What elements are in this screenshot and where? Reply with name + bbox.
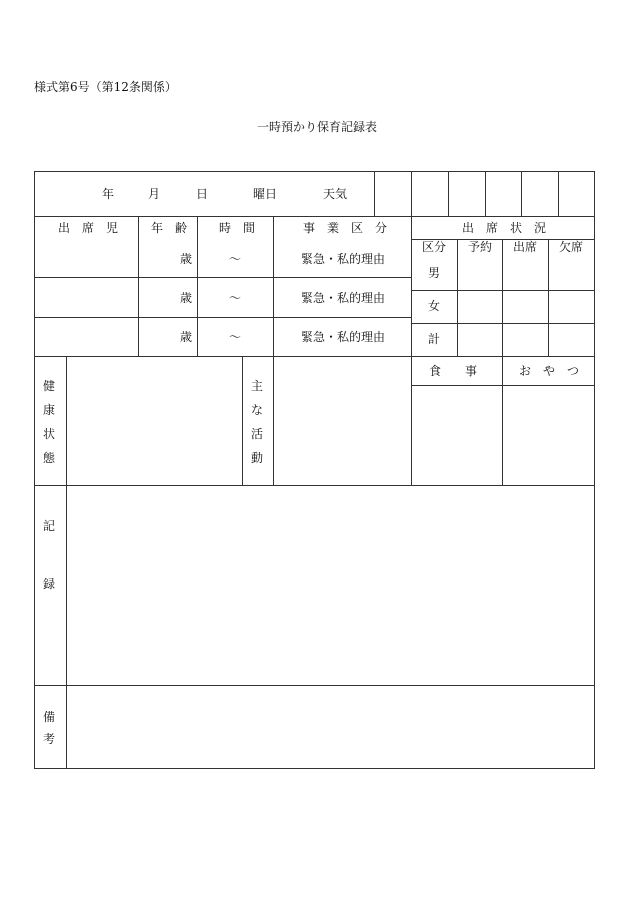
weather-label: 天気 [323, 187, 348, 201]
time-tilde: 〜 [229, 291, 242, 305]
year-label: 年 [102, 187, 115, 201]
weather-box-5[interactable] [522, 172, 558, 216]
snack-field[interactable] [503, 386, 594, 485]
record-label: 記 録 [42, 519, 55, 591]
day-label: 日 [196, 187, 209, 201]
category-reason: 緊急・私的理由 [301, 291, 386, 305]
attendance-row-total: 計 [428, 332, 441, 346]
category-column-header: 事 業 区 分 [303, 221, 388, 235]
meal-field[interactable] [412, 386, 502, 485]
time-tilde: 〜 [229, 330, 242, 344]
attendance-sub-header-present: 出席 [513, 240, 538, 254]
form-number: 様式第6号（第12条関係） [34, 80, 177, 94]
category-reason: 緊急・私的理由 [301, 330, 386, 344]
snack-label: お や つ [519, 364, 580, 378]
weather-box-6[interactable] [559, 172, 594, 216]
age-unit: 歳 [180, 252, 193, 266]
health-status-label: 健 康 状 態 [42, 379, 55, 465]
attendance-row-female: 女 [428, 299, 441, 313]
attendance-sub-header-reserved: 予約 [468, 240, 493, 254]
remarks-field[interactable] [67, 686, 594, 768]
age-unit: 歳 [180, 330, 193, 344]
attendance-row-male: 男 [428, 266, 441, 280]
health-status-field[interactable] [67, 357, 242, 485]
attendance-sub-header-category: 区分 [422, 240, 447, 254]
age-column-header: 年 齢 [151, 221, 188, 235]
main-activity-field[interactable] [274, 357, 411, 485]
weather-box-1[interactable] [375, 172, 411, 216]
category-reason: 緊急・私的理由 [301, 252, 386, 266]
weekday-label: 曜日 [253, 187, 278, 201]
month-label: 月 [148, 187, 161, 201]
weather-box-3[interactable] [449, 172, 485, 216]
remarks-label: 備 考 [42, 710, 55, 746]
meal-label: 食 事 [429, 364, 478, 378]
time-tilde: 〜 [229, 252, 242, 266]
main-activity-label: 主 な 活 動 [250, 379, 263, 465]
attendance-sub-header-absent: 欠席 [559, 240, 584, 254]
weather-box-4[interactable] [486, 172, 521, 216]
form-title: 一時預かり保育記録表 [257, 120, 378, 134]
attendance-status-header: 出 席 状 況 [462, 221, 547, 235]
weather-box-2[interactable] [412, 172, 448, 216]
record-field[interactable] [67, 486, 594, 685]
child-name-cell-1[interactable] [35, 217, 138, 277]
child-column-header: 出 席 児 [58, 221, 119, 235]
age-unit: 歳 [180, 291, 193, 305]
time-column-header: 時 間 [219, 221, 256, 235]
